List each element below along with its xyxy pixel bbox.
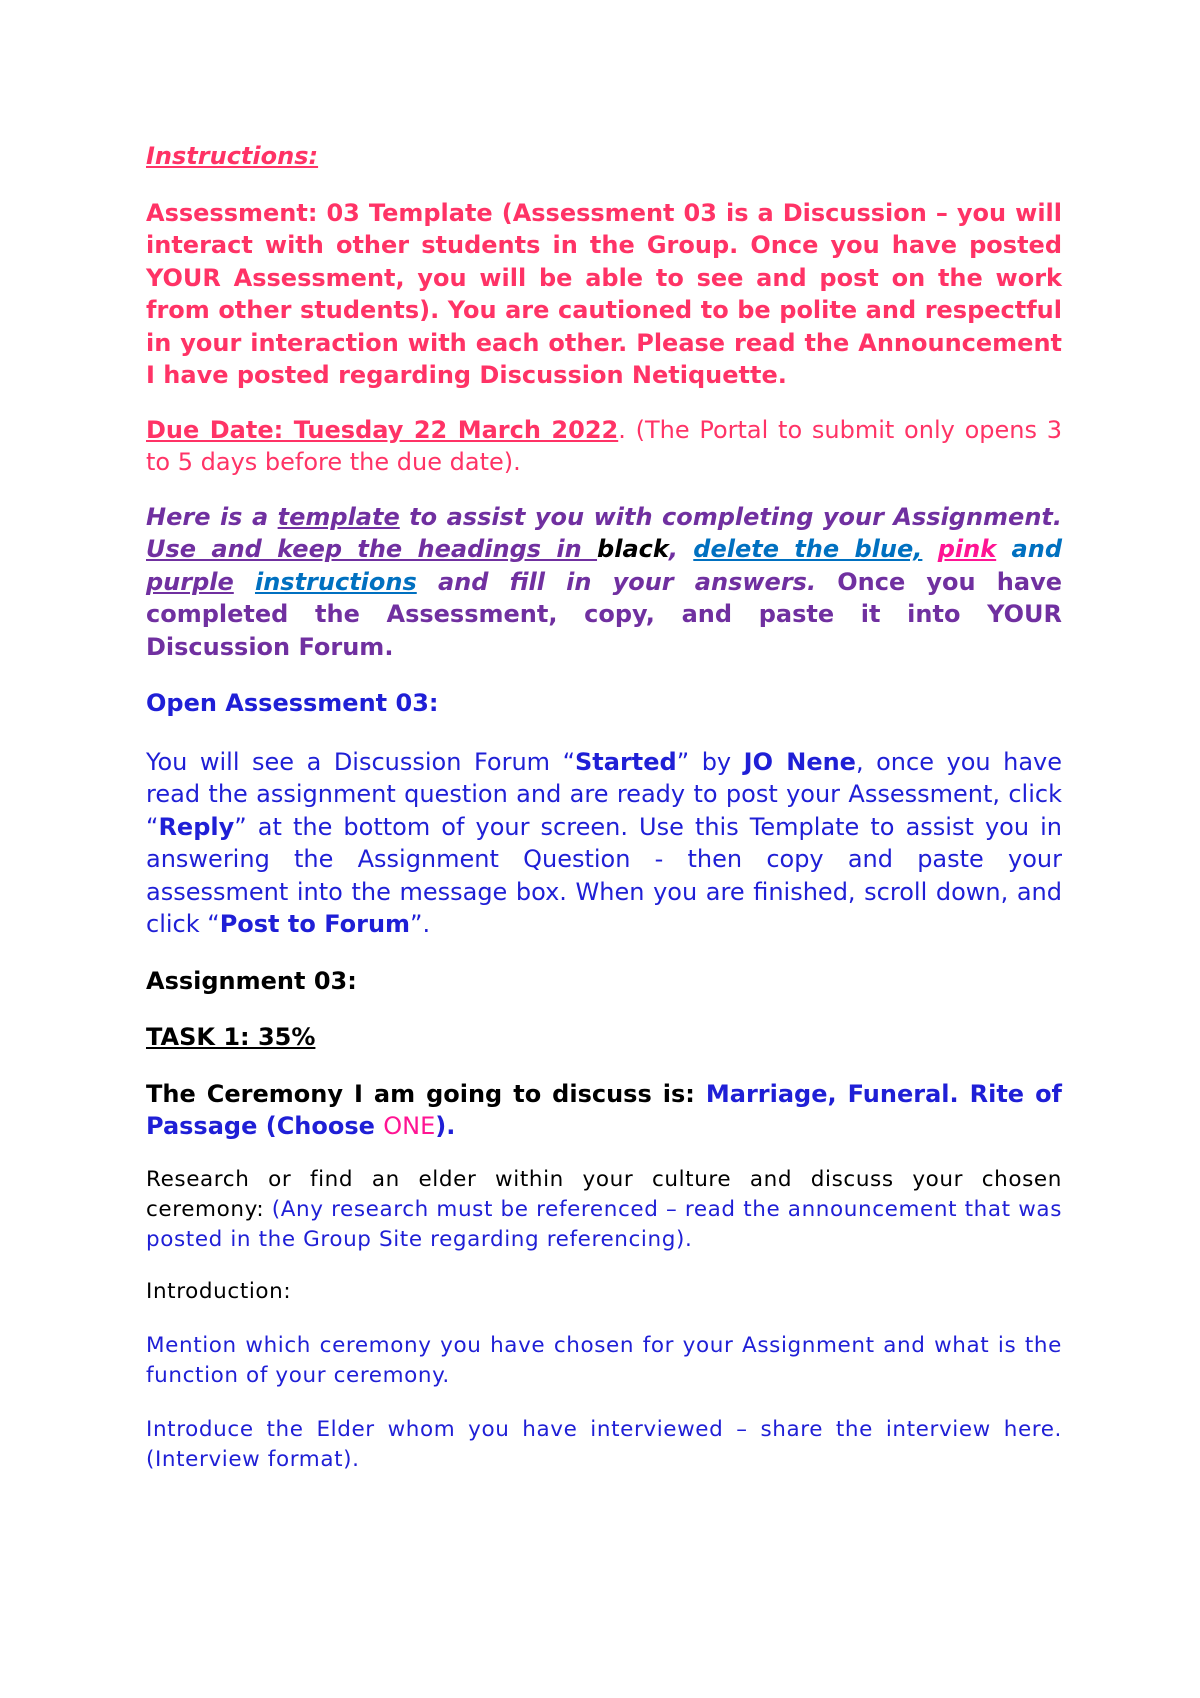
- instructions-heading-text: Instructions:: [146, 142, 319, 170]
- due-date-label: Due Date: Tuesday 22 March 2022: [146, 415, 619, 444]
- see-text-2: ” by: [676, 747, 744, 776]
- research-paragraph: [146, 1165, 1062, 1255]
- reply-text: Reply: [158, 812, 235, 841]
- see-text-3: , once you have read the assignment question and are ready to post your Assessment, click “: [146, 747, 1062, 841]
- ceremony-label: The Ceremony I am going to discuss is:: [146, 1079, 706, 1108]
- template-part2: to assist you with completing your Assignment.: [399, 502, 1062, 531]
- template-part1: Here is a: [146, 502, 278, 531]
- template-space3: [234, 568, 255, 596]
- due-date-paragraph: [146, 414, 1062, 479]
- jo-nene-text: JO Nene: [743, 747, 856, 776]
- research-note: (Any research must be referenced – read the announcement that was posted in the Group Site regarding referencing).: [146, 1196, 1062, 1252]
- template-comma: ,: [668, 535, 694, 563]
- ceremony-one: ONE: [383, 1112, 436, 1140]
- see-text-5: ”.: [410, 910, 431, 938]
- black-word: black: [597, 535, 669, 563]
- post-to-forum-text: Post to Forum: [219, 910, 411, 938]
- task-heading: [146, 1021, 1062, 1054]
- assignment-heading: Assignment 03:: [146, 966, 357, 995]
- see-text-1: You will see a Discussion Forum “: [146, 747, 576, 776]
- started-text: Started: [575, 747, 677, 776]
- purple-word: purple: [146, 567, 234, 596]
- introduction-heading: Introduction:: [146, 1278, 292, 1304]
- due-date-note: (The Portal to submit only opens 3 to 5 days before the due date).: [146, 415, 1062, 476]
- see-text-4: ” at the bottom of your screen. Use this Template to assist you in answering the Assignment Question - then copy and paste your assessment into the message box. When you are finished, scroll down, and click “: [146, 812, 1062, 938]
- research-text: Research or find an elder within your culture and discuss your chosen ceremony:: [146, 1166, 1062, 1222]
- open-assessment-heading: Open Assessment 03:: [146, 689, 439, 717]
- pink-word: pink: [937, 535, 997, 563]
- due-date-period: .: [618, 415, 626, 444]
- instructions-word: instructions: [254, 567, 417, 596]
- delete-blue-text: delete the blue,: [693, 535, 923, 563]
- template-period: .: [806, 567, 817, 596]
- template-rest: Once you have completed the Assessment, copy, and paste it into YOUR Discussion Forum.: [146, 567, 1063, 661]
- task-heading-text: TASK 1: 35%: [146, 1023, 316, 1051]
- use-keep-text: Use and keep the headings in: [146, 535, 598, 563]
- ceremony-close: ).: [435, 1112, 456, 1140]
- template-space2: [996, 535, 1011, 563]
- template-paragraph: [146, 501, 1062, 664]
- mention-paragraph: Mention which ceremony you have chosen for your Assignment and what is the function of your ceremony.: [146, 1332, 1062, 1388]
- ceremony-paragraph: [146, 1078, 1062, 1143]
- assessment-paragraph: Assessment: 03 Template (Assessment 03 is a Discussion – you will interact with other students in the Group. Once you have posted YOUR Assessment, you will be able to see and post on the work from other students). You are cautioned to be polite and respectful in your interaction with each other. Please read the Announcement I have posted regarding Discussion Netiquette.: [146, 198, 1062, 389]
- and-text: and: [1011, 535, 1062, 563]
- template-word: template: [277, 502, 400, 531]
- document-page: [146, 140, 1062, 1475]
- ceremony-options: Marriage, Funeral. Rite of Passage (Choose: [146, 1079, 1062, 1140]
- instructions-heading: [146, 140, 1062, 173]
- forum-instructions-paragraph: [146, 746, 1062, 941]
- template-space1: [922, 535, 937, 563]
- fill-text: and fill in your answers: [416, 567, 807, 596]
- introduce-elder-paragraph: Introduce the Elder whom you have interviewed – share the interview here. (Interview format).: [146, 1416, 1062, 1472]
